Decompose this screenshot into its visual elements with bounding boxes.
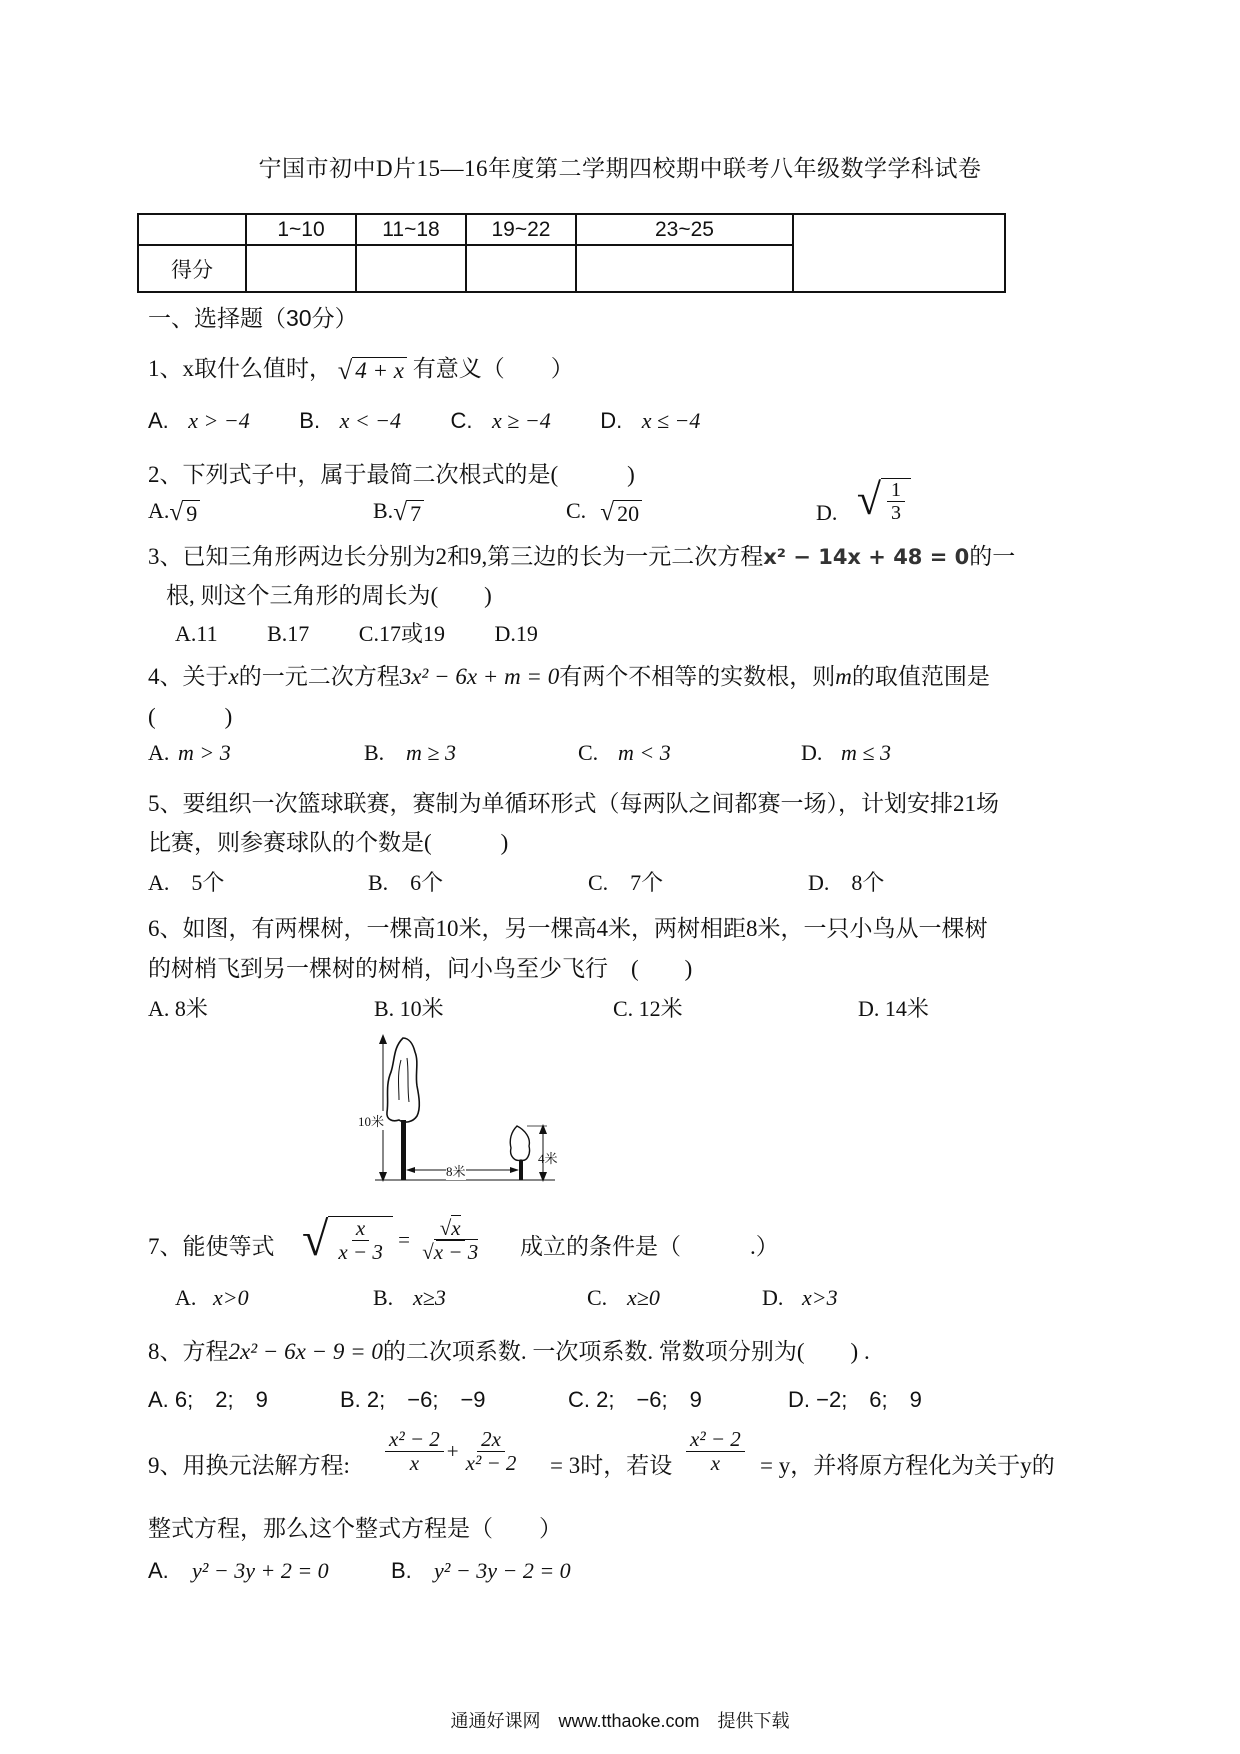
q9-substitution: $\frac{\text{x² − 2}}{x}$ xyxy=(683,1428,748,1475)
arrow-head-icon xyxy=(406,1167,415,1173)
option-value: x < −4 xyxy=(339,408,402,433)
q9-end: = y，并将原方程化为关于y的 xyxy=(760,1453,1055,1478)
q9-equation: $\frac{\text{x² − 2}}{x}$ + $\frac{2x}{\text{x² − 2}}$ xyxy=(382,1428,523,1475)
q1-stem-end: 有意义（ ） xyxy=(412,356,574,381)
score-cell[interactable] xyxy=(576,245,793,292)
question-8: 8、方程2x² − 6x − 9 = 0的二次项系数. 一次项系数. 常数项分别为( ) . xyxy=(148,1339,870,1364)
score-cell[interactable] xyxy=(466,245,576,292)
question-3: 3、已知三角形两边长分别为2和9,第三边的长为一元二次方程x² − 14x + 48 = 0的一 xyxy=(148,544,1016,569)
q3-options: A.11 B.17 C.17或19 D.19 xyxy=(175,621,538,646)
question-3-line2: 根, 则这个三角形的周长为( ) xyxy=(166,583,492,608)
score-cell[interactable] xyxy=(246,245,356,292)
q9-mid: = 3时，若设 xyxy=(550,1453,673,1478)
q2-option-a: A. √ 9 xyxy=(148,498,200,526)
score-row-label: 得分 xyxy=(138,245,246,292)
question-4: 4、关于x的一元二次方程3x² − 6x + m = 0有两个不相等的实数根，则m的取值范围是 xyxy=(148,664,990,689)
short-tree-trunk xyxy=(519,1160,523,1180)
tall-tree-detail xyxy=(399,1058,410,1102)
fig-label-mid: 8米 xyxy=(446,1161,466,1180)
q7-equation: √ $\frac{x}{x - 3}$ = $\frac{√x}{√x - 3}$ xyxy=(302,1213,479,1266)
option-label: A. xyxy=(148,408,169,433)
question-9: 9、用换元法解方程: xyxy=(148,1453,350,1478)
q2-option-b: B. √ 7 xyxy=(373,498,424,526)
exam-page: 宁国市初中D片15—16年度第二学期四校期中联考八年级数学学科试卷 1~10 11~18 19~22 23~25 得分 一、选择题（30分） 1、x取什么值时， √ 4 + x 有意义（ ） A. x > −4 B. x < −4 C. x ≥ −4 D. x ≤ −4 2、下列式子中，属于最简二次根式的是( ) A. √ 9 B. √ 7 C. √ 20 D. √ $\frac{1}{3}$ 3、已知三角形两边长分别为2和9,第三边的长为一元二次方程x² − 14x + 48 = 0的一 根, 则这个三角形的周长为( ) A.11 B.17 C.17或19 D.19 4、关于x的一元二次方程3x² − 6x + m = 0有两个不相等的实数根，则m的取值范围是 ( ) A. m > 3 B. m ≥ 3 C. m < 3 D. m ≤ 3 5、要组织一次篮球联赛，赛制为单循环形式（每两队之间都赛一场），计划安排21场 比赛，则参赛球队的个数是( ) A. 5个 B. 6个 C. 7个 D. 8个 6、如图，有两棵树，一棵高10米，另一棵高4米，两树相距8米，一只小鸟从一棵树 的树梢飞到另一棵树的树梢，问小鸟至少飞行 ( ) A. 8米 B. 10米 C. 12米 D. 14米 10米 8米 4米 7、能使等式 √ $\frac{x}{x - 3}$ = $\frac{√x}{√x - 3}$ 成立的条件是（ .） A. x>0 B. x≥3 C. x≥0 D. x>3 8、方程2x² − 6x − 9 = 0的二次项系数. 一次项系数. 常数项分别为( ) . A. 6; 2; 9 B. 2; −6; −9 C. 2; −6; 9 D. −2; 6; 9 9、用换元法解方程: $\frac{\text{x² − 2}}{x}$ + $\frac{2x}{\text{x² − 2}}$ = 3时，若设 $\frac{\text{x² − 2}}{x}$ = y，并将原方程化为关于y的 整式方程，那么这个整式方程是（ ） A. y² − 3y + 2 = 0 B. y² − 3y − 2 = 0 通通好课网 www.tthaoke.com 提供下载 xyxy=(0,0,1240,1754)
short-tree-icon xyxy=(510,1126,529,1160)
arrow-head-icon xyxy=(510,1167,519,1173)
question-1 xyxy=(148,350,574,384)
question-2: 2、下列式子中，属于最简二次根式的是( ) xyxy=(148,462,635,487)
option-label: D. xyxy=(600,408,623,433)
arrow-head-icon xyxy=(539,1124,547,1134)
tall-tree-icon xyxy=(387,1038,419,1122)
option-label: B. xyxy=(299,408,321,433)
equation: 3x² − 6x + m = 0 xyxy=(399,664,560,689)
q2-option-c: C. √ 20 xyxy=(566,498,642,526)
question-5-line2: 比赛，则参赛球队的个数是( ) xyxy=(148,830,509,855)
arrow-head-icon xyxy=(379,1034,387,1044)
footer-credit: 通通好课网 www.tthaoke.com 提供下载 xyxy=(450,1711,790,1731)
question-9-line2: 整式方程，那么这个整式方程是（ ） xyxy=(148,1516,562,1541)
score-header-cell xyxy=(138,214,246,245)
q1-stem: 1、x取什么值时， xyxy=(148,356,332,381)
score-total-cell xyxy=(793,214,1005,292)
option-value: x ≤ −4 xyxy=(641,408,701,433)
score-header-cell: 1~10 xyxy=(246,214,356,245)
question-6: 6、如图，有两棵树，一棵高10米，另一棵高4米，两树相距8米，一只小鸟从一棵树 xyxy=(148,916,988,941)
question-7-end: 成立的条件是（ .） xyxy=(520,1234,779,1259)
score-header-cell: 23~25 xyxy=(576,214,793,245)
fig-label-left: 10米 xyxy=(358,1111,384,1130)
tall-tree-trunk xyxy=(401,1120,406,1180)
option-label: C. xyxy=(450,408,473,433)
score-cell[interactable] xyxy=(356,245,466,292)
question-7: 7、能使等式 xyxy=(148,1234,275,1259)
option-value: x > −4 xyxy=(188,408,250,433)
q1-options xyxy=(148,408,768,434)
question-4-line2: ( ) xyxy=(148,704,233,729)
question-6-line2: 的树梢飞到另一棵树的树梢，问小鸟至少飞行 ( ) xyxy=(148,956,693,981)
score-table xyxy=(137,213,1006,293)
equation: x² − 14x + 48 = 0 xyxy=(763,545,970,569)
option-value: x ≥ −4 xyxy=(492,408,551,433)
exam-title: 宁国市初中D片15—16年度第二学期四校期中联考八年级数学学科试卷 xyxy=(258,156,982,181)
question-5: 5、要组织一次篮球联赛，赛制为单循环形式（每两队之间都赛一场），计划安排21场 xyxy=(148,791,999,816)
section-heading: 一、选择题（30分） xyxy=(148,305,358,331)
sqrt-expression: √ 4 + x xyxy=(338,357,407,384)
score-header-cell: 19~22 xyxy=(466,214,576,245)
equation: 2x² − 6x − 9 = 0 xyxy=(228,1339,383,1364)
score-header-cell: 11~18 xyxy=(356,214,466,245)
q2-option-d: D. √ $\frac{1}{3}$ xyxy=(816,478,911,524)
fig-label-right: 4米 xyxy=(538,1151,558,1166)
